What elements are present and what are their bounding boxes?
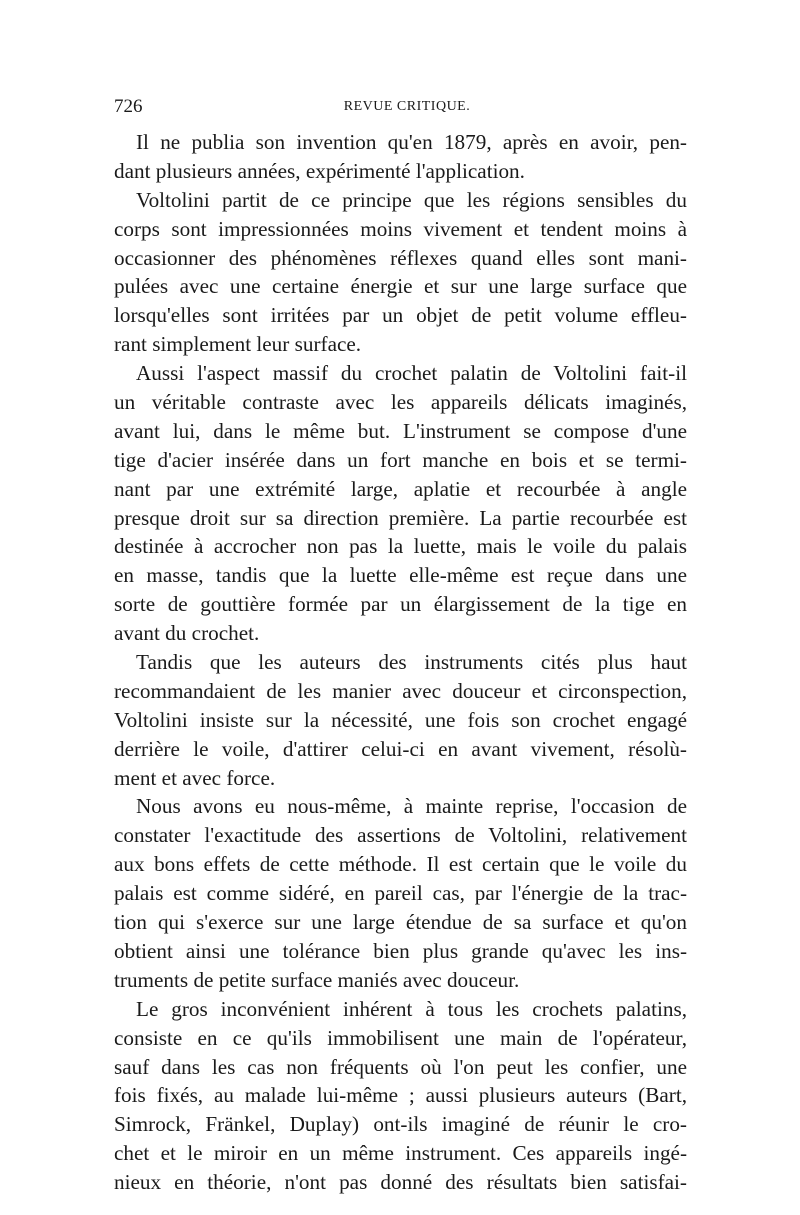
page-number: 726: [114, 96, 143, 117]
running-head: REVUE CRITIQUE.: [343, 99, 471, 114]
text-line: aux bons effets de cette méthode. Il est certain que le voile du: [114, 852, 687, 877]
text-line: tige d'acier insérée dans un fort manche en bois et se termi-: [114, 447, 687, 472]
text-line: dant plusieurs années, expérimenté l'application.: [114, 158, 525, 183]
text-line: Voltolini partit de ce principe que les régions sensibles du: [136, 187, 687, 212]
page-header: [114, 96, 700, 122]
text-line: Simrock, Fränkel, Duplay) ont-ils imaginé de réunir le cro-: [114, 1112, 687, 1137]
text-line: en masse, tandis que la luette elle-même est reçue dans une: [114, 563, 687, 588]
text-line: pulées avec une certaine énergie et sur une large surface que: [114, 274, 687, 299]
text-line: presque droit sur sa direction première. La partie recourbée est: [114, 505, 687, 530]
text-line: truments de petite surface maniés avec douceur.: [114, 967, 520, 992]
text-line: avant lui, dans le même but. L'instrument se compose d'une: [114, 418, 687, 443]
text-line: sauf dans les cas non fréquents où l'on peut les confier, une: [114, 1054, 687, 1079]
text-line: Aussi l'aspect massif du crochet palatin de Voltolini fait-il: [136, 361, 687, 386]
text-line: palais est comme sidéré, en pareil cas, par l'énergie de la trac-: [114, 881, 687, 906]
text-line: Il ne publia son invention qu'en 1879, après en avoir, pen-: [136, 130, 687, 154]
text-line: rant simplement leur surface.: [114, 332, 362, 357]
text-line: constater l'exactitude des assertions de Voltolini, relativement: [114, 823, 687, 848]
text-line: Le gros inconvénient inhérent à tous les crochets palatins,: [136, 996, 687, 1021]
text-line: recommandaient de les manier avec douceur et circonspection,: [114, 678, 687, 703]
text-line: sorte de gouttière formée par un élargissement de la tige en: [114, 592, 687, 617]
text-line: nieux en théorie, n'ont pas donné des résultats bien satisfai-: [114, 1170, 687, 1195]
text-line: corps sont impressionnées moins vivement et tendent moins à: [114, 216, 687, 241]
text-line: avant du crochet.: [114, 621, 260, 646]
text-line: destinée à accrocher non pas la luette, mais le voile du palais: [114, 534, 687, 559]
text-line: Voltolini insiste sur la nécessité, une fois son crochet engagé: [114, 707, 687, 732]
text-line: consiste en ce qu'ils immobilisent une main de l'opérateur,: [114, 1025, 687, 1050]
text-line: lorsqu'elles sont irritées par un objet de petit volume effleu-: [114, 303, 687, 328]
text-line: chet et le miroir en un même instrument. Ces appareils ingé-: [114, 1141, 687, 1166]
body-text: [114, 128, 687, 1197]
text-line: ment et avec force.: [114, 765, 276, 790]
text-line: occasionner des phénomènes réflexes quand elles sont mani-: [114, 245, 687, 270]
text-line: nant par une extrémité large, aplatie et recourbée à angle: [114, 476, 687, 501]
text-line: obtient ainsi une tolérance bien plus grande qu'avec les ins-: [114, 938, 687, 963]
text-line: un véritable contraste avec les appareils délicats imaginés,: [114, 390, 687, 415]
text-line: derrière le voile, d'attirer celui-ci en avant vivement, résolù-: [114, 736, 687, 761]
text-line: Nous avons eu nous-même, à mainte reprise, l'occasion de: [136, 794, 687, 819]
text-line: Tandis que les auteurs des instruments cités plus haut: [136, 650, 687, 675]
text-line: tion qui s'exerce sur une large étendue de sa surface et qu'on: [114, 910, 687, 935]
text-line: fois fixés, au malade lui-même ; aussi plusieurs auteurs (Bart,: [114, 1083, 687, 1108]
